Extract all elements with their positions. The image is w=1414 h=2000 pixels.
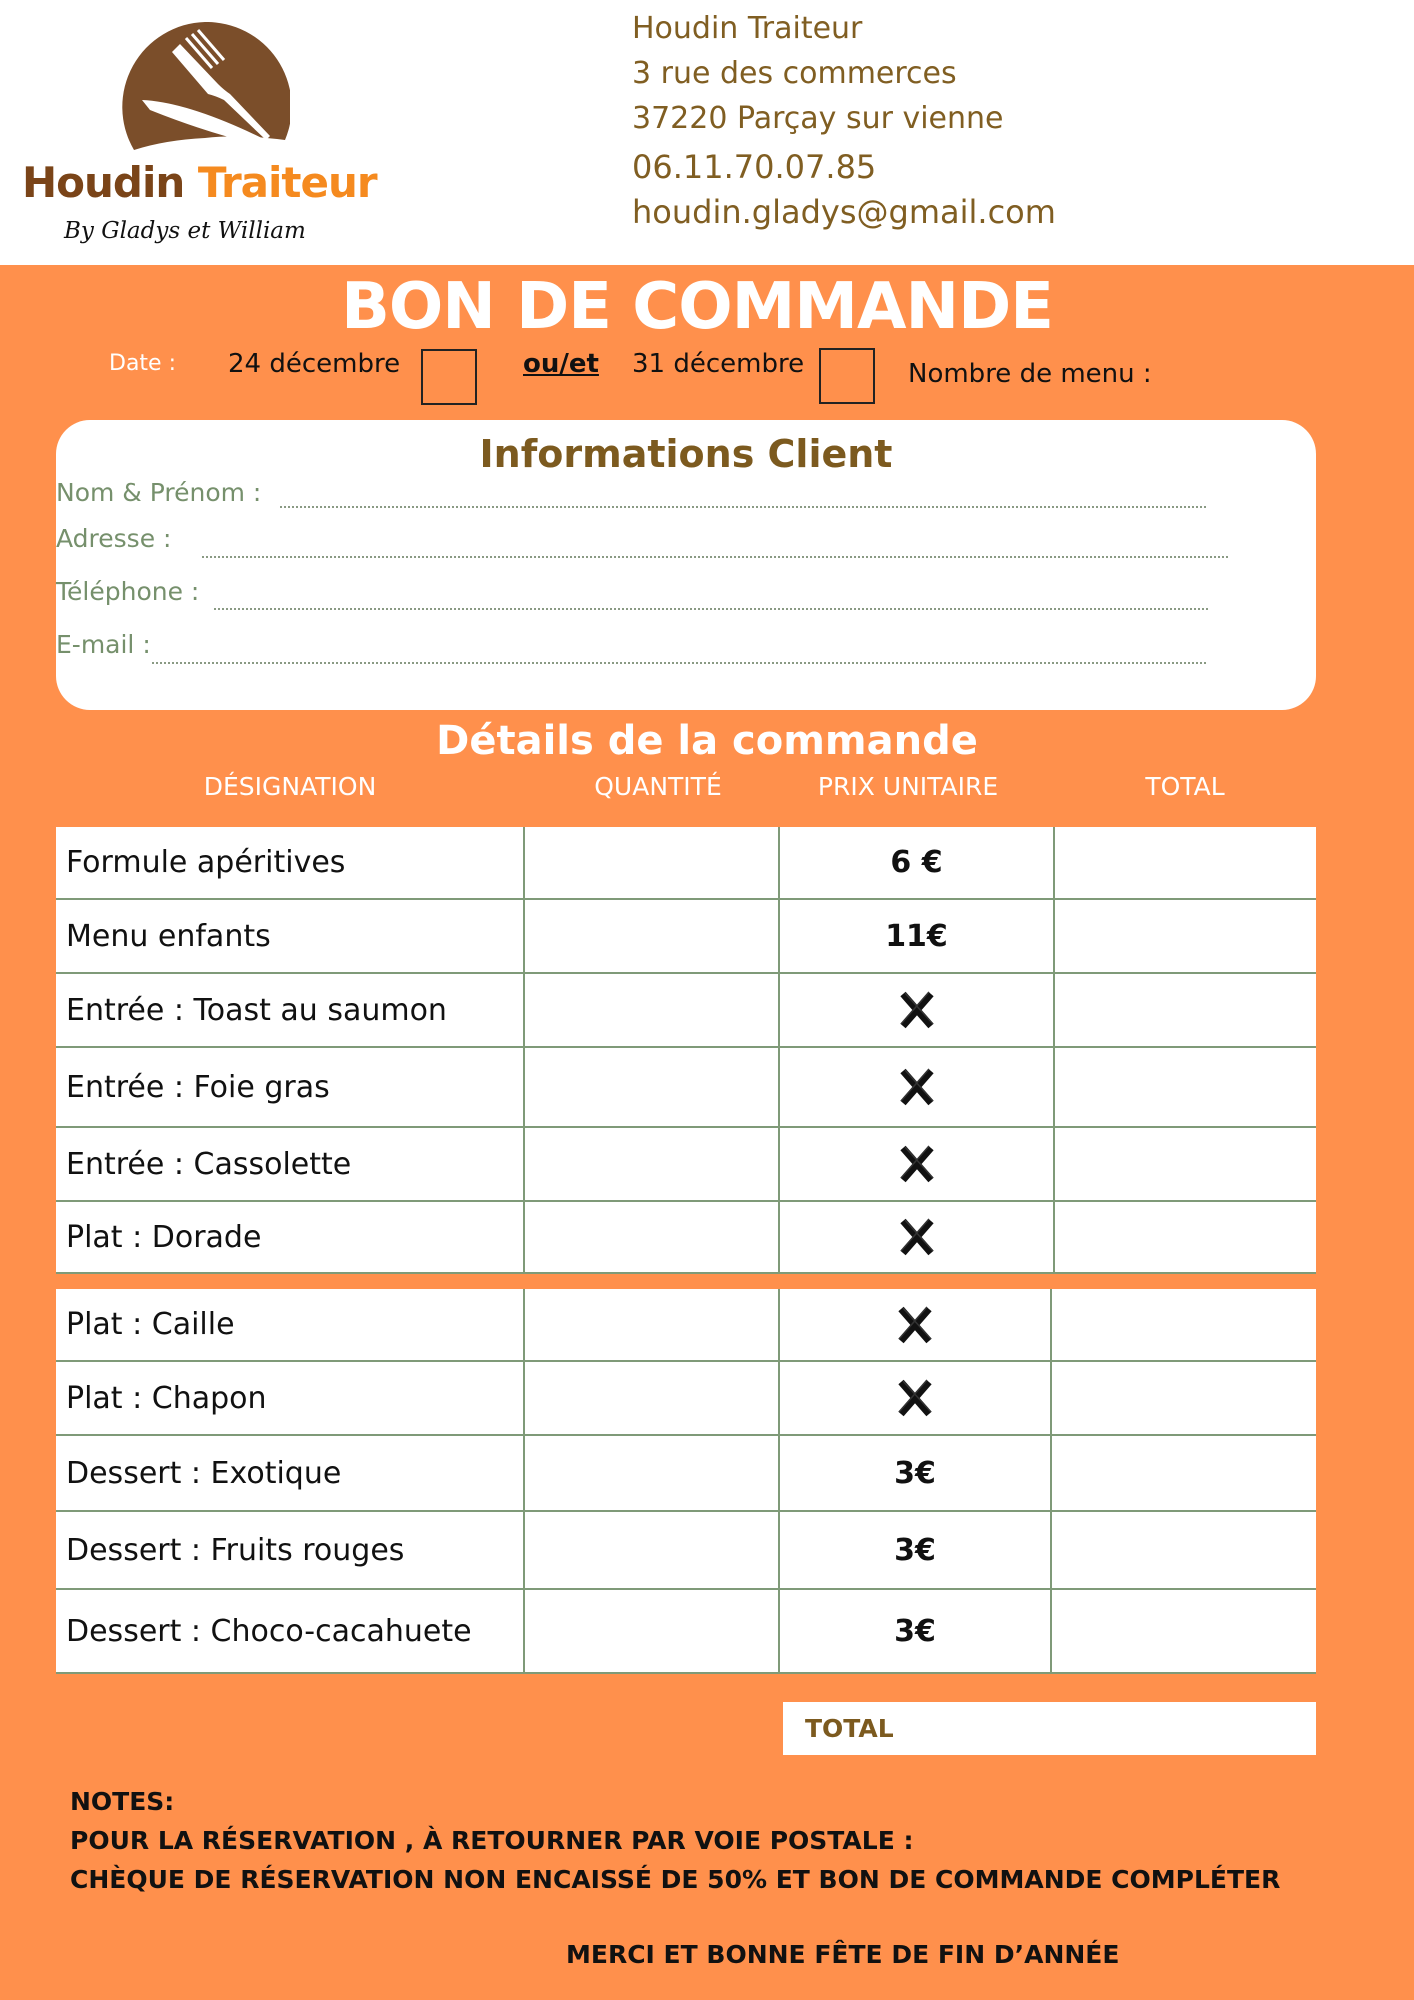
page-title: BON DE COMMANDE bbox=[341, 270, 1053, 344]
total-cell[interactable] bbox=[1051, 1589, 1316, 1673]
designation-cell: Plat : Dorade bbox=[56, 1201, 524, 1273]
designation-cell: Menu enfants bbox=[56, 899, 524, 973]
unit-price-cell bbox=[779, 1361, 1051, 1435]
designation-cell: Plat : Chapon bbox=[56, 1361, 524, 1435]
total-cell[interactable] bbox=[1054, 973, 1316, 1047]
address-input-line[interactable] bbox=[202, 556, 1228, 558]
checkbox-31-december[interactable] bbox=[819, 348, 875, 404]
notes-line-2: CHÈQUE DE RÉSERVATION NON ENCAISSÉ DE 50% ET BON DE COMMANDE COMPLÉTER bbox=[70, 1865, 1281, 1894]
quantity-cell[interactable] bbox=[524, 1589, 779, 1673]
designation-cell: Dessert : Exotique bbox=[56, 1435, 524, 1511]
unit-price-cell bbox=[779, 1047, 1054, 1127]
quantity-cell[interactable] bbox=[524, 1201, 779, 1273]
designation-cell: Entrée : Foie gras bbox=[56, 1047, 524, 1127]
column-header-unit-price: PRIX UNITAIRE bbox=[817, 772, 999, 801]
designation-cell: Plat : Caille bbox=[56, 1289, 524, 1361]
notes-heading: NOTES: bbox=[70, 1787, 175, 1816]
unit-price-cell bbox=[779, 1201, 1054, 1273]
total-cell[interactable] bbox=[1054, 1201, 1316, 1273]
email-input-line[interactable] bbox=[152, 662, 1206, 664]
notes-line-1: POUR LA RÉSERVATION , À RETOURNER PAR VOIE POSTALE : bbox=[70, 1826, 914, 1855]
quantity-cell[interactable] bbox=[524, 1127, 779, 1201]
date-label: Date : bbox=[109, 351, 176, 376]
designation-cell: Dessert : Fruits rouges bbox=[56, 1511, 524, 1589]
total-cell[interactable] bbox=[1054, 1047, 1316, 1127]
total-cell[interactable] bbox=[1051, 1289, 1316, 1361]
unit-price-cell bbox=[779, 973, 1054, 1047]
total-cell[interactable] bbox=[1051, 1511, 1316, 1589]
unit-price-cell: 3€ bbox=[779, 1435, 1051, 1511]
quantity-cell[interactable] bbox=[524, 899, 779, 973]
contact-city: 37220 Parçay sur vienne bbox=[632, 101, 1004, 136]
order-details-title: Détails de la commande bbox=[436, 718, 978, 764]
total-cell[interactable] bbox=[1054, 1127, 1316, 1201]
x-mark-icon bbox=[897, 1217, 937, 1257]
grand-total-box[interactable] bbox=[783, 1702, 1316, 1755]
contact-street: 3 rue des commerces bbox=[632, 56, 957, 91]
x-mark-icon bbox=[897, 990, 937, 1030]
table-row bbox=[56, 1361, 1316, 1435]
table-row bbox=[56, 1435, 1316, 1511]
quantity-cell[interactable] bbox=[524, 1511, 779, 1589]
table-row bbox=[56, 1127, 1316, 1201]
header bbox=[0, 0, 1414, 265]
date-row bbox=[0, 345, 1414, 405]
quantity-cell[interactable] bbox=[524, 1047, 779, 1127]
column-header-designation: DÉSIGNATION bbox=[203, 772, 377, 801]
unit-price-cell: 3€ bbox=[779, 1511, 1051, 1589]
field-label-name: Nom & Prénom : bbox=[56, 478, 262, 507]
designation-cell: Dessert : Choco-cacahuete bbox=[56, 1589, 524, 1673]
checkbox-24-december[interactable] bbox=[421, 349, 477, 405]
contact-phone: 06.11.70.07.85 bbox=[632, 148, 877, 186]
unit-price-cell bbox=[779, 1127, 1054, 1201]
order-table-part-2 bbox=[56, 1289, 1316, 1674]
quantity-cell[interactable] bbox=[524, 1435, 779, 1511]
x-mark-icon bbox=[897, 1067, 937, 1107]
contact-block bbox=[632, 6, 1056, 235]
contact-name: Houdin Traiteur bbox=[632, 11, 863, 46]
closing-message: MERCI ET BONNE FÊTE DE FIN D’ANNÉE bbox=[566, 1940, 1120, 1969]
total-cell[interactable] bbox=[1051, 1435, 1316, 1511]
quantity-cell[interactable] bbox=[524, 827, 779, 899]
quantity-cell[interactable] bbox=[524, 1361, 779, 1435]
x-mark-icon bbox=[895, 1378, 935, 1418]
table-row bbox=[56, 899, 1316, 973]
client-info-title: Informations Client bbox=[479, 432, 893, 476]
table-row bbox=[56, 1589, 1316, 1673]
grand-total-label: TOTAL bbox=[805, 1714, 894, 1743]
menu-count-label: Nombre de menu : bbox=[908, 359, 1152, 389]
designation-cell: Entrée : Cassolette bbox=[56, 1127, 524, 1201]
unit-price-cell: 11€ bbox=[779, 899, 1054, 973]
table-row bbox=[56, 1201, 1316, 1273]
client-info-card bbox=[56, 420, 1316, 710]
total-cell[interactable] bbox=[1054, 827, 1316, 899]
unit-price-cell: 6 € bbox=[779, 827, 1054, 899]
fork-knife-icon bbox=[120, 22, 290, 162]
connector-ou-et: ou/et bbox=[523, 349, 599, 379]
logo-brand: Houdin Traiteur bbox=[22, 158, 377, 207]
field-label-email: E-mail : bbox=[56, 630, 151, 659]
table-row bbox=[56, 1289, 1316, 1361]
date-option-31: 31 décembre bbox=[632, 349, 805, 379]
quantity-cell[interactable] bbox=[524, 1289, 779, 1361]
table-row bbox=[56, 1047, 1316, 1127]
name-input-line[interactable] bbox=[280, 506, 1206, 508]
order-table-part-1 bbox=[56, 827, 1316, 1274]
x-mark-icon bbox=[897, 1144, 937, 1184]
quantity-cell[interactable] bbox=[524, 973, 779, 1047]
date-option-24: 24 décembre bbox=[228, 349, 401, 379]
total-cell[interactable] bbox=[1054, 899, 1316, 973]
table-row bbox=[56, 1511, 1316, 1589]
table-row bbox=[56, 973, 1316, 1047]
designation-cell: Formule apéritives bbox=[56, 827, 524, 899]
table-row bbox=[56, 827, 1316, 899]
logo-tagline: By Gladys et William bbox=[64, 218, 306, 244]
field-label-phone: Téléphone : bbox=[56, 577, 200, 606]
notes-block bbox=[70, 1782, 1280, 1899]
column-header-quantity: QUANTITÉ bbox=[594, 772, 722, 801]
phone-input-line[interactable] bbox=[214, 608, 1208, 610]
contact-email: houdin.gladys@gmail.com bbox=[632, 193, 1056, 231]
unit-price-cell bbox=[779, 1289, 1051, 1361]
column-header-total: TOTAL bbox=[1145, 772, 1225, 801]
unit-price-cell: 3€ bbox=[779, 1589, 1051, 1673]
x-mark-icon bbox=[895, 1305, 935, 1345]
logo bbox=[18, 18, 378, 244]
designation-cell: Entrée : Toast au saumon bbox=[56, 973, 524, 1047]
field-label-address: Adresse : bbox=[56, 524, 172, 553]
total-cell[interactable] bbox=[1051, 1361, 1316, 1435]
